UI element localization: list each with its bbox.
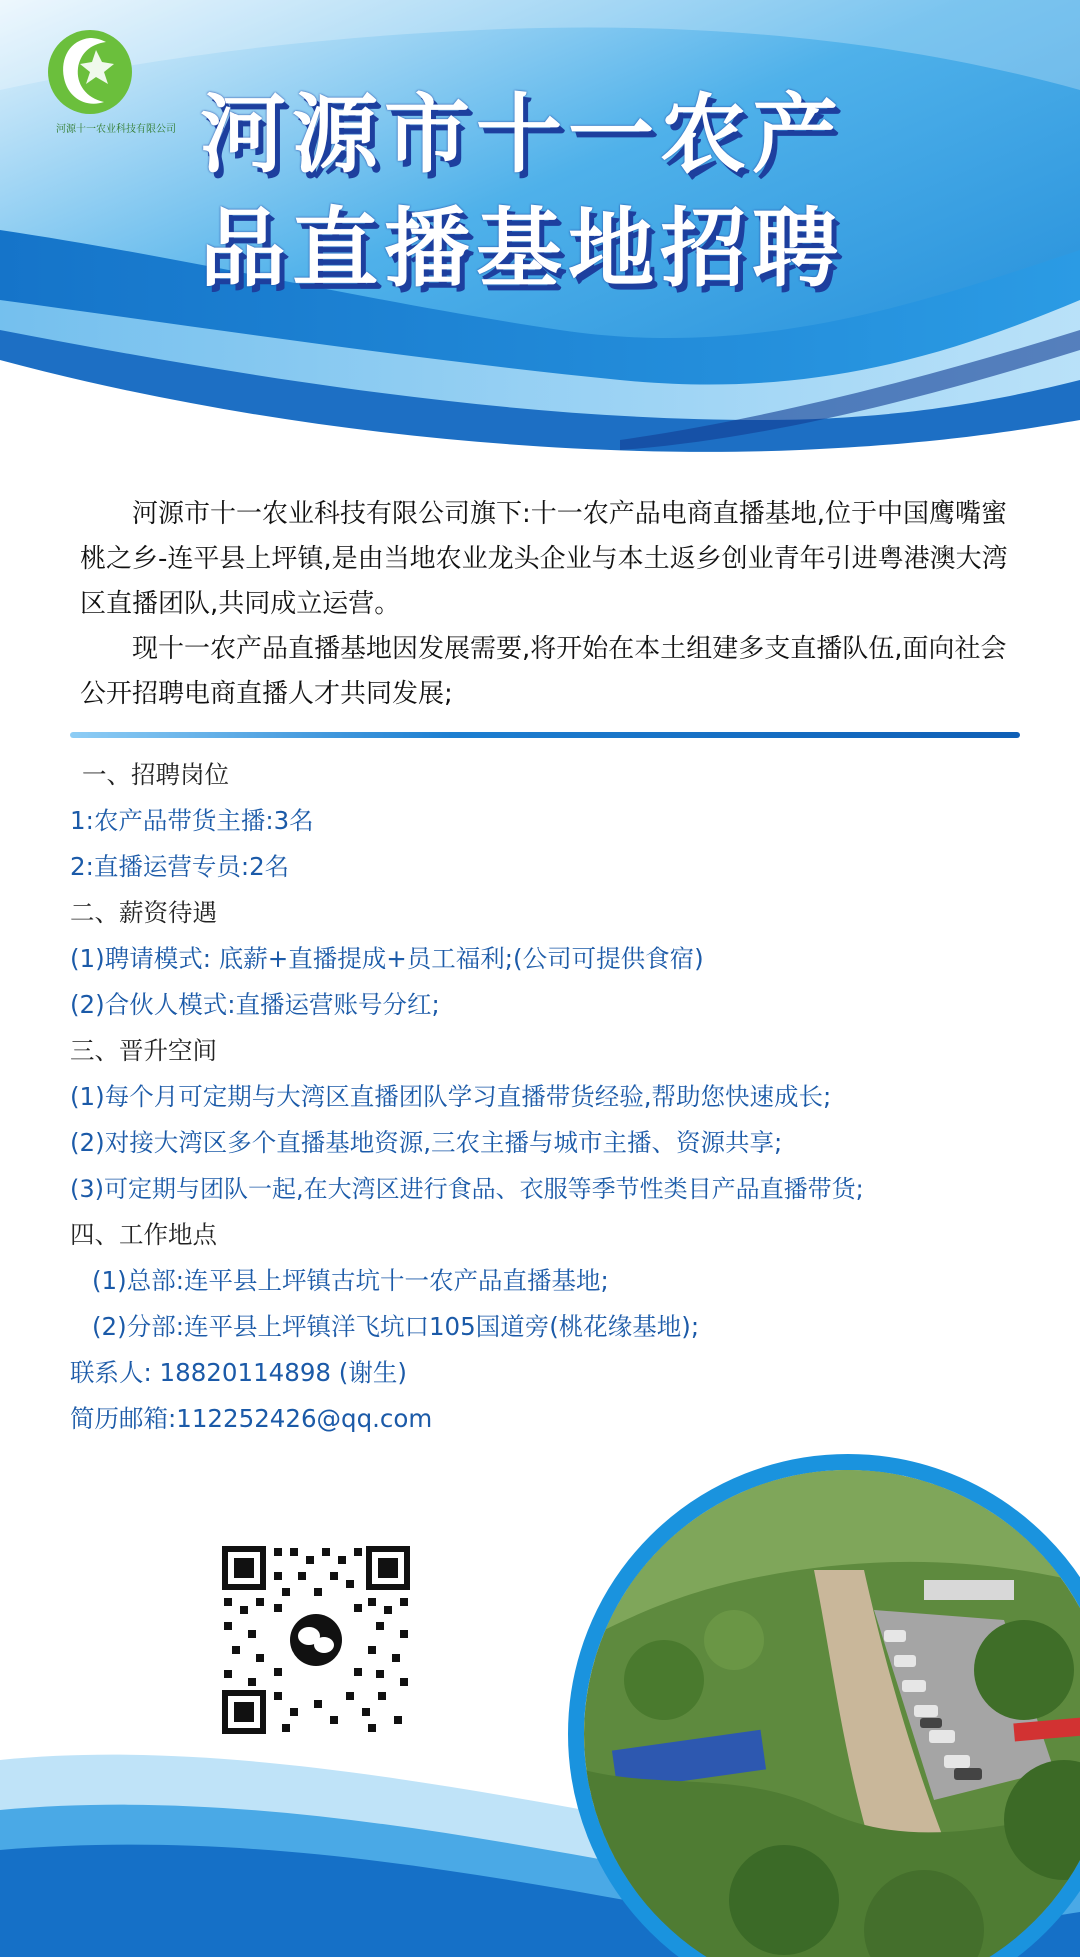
section-heading-promotion: 三、晋升空间 <box>70 1036 217 1065</box>
list-item: (3)可定期与团队一起,在大湾区进行食品、衣服等季节性类目产品直播带货; <box>70 1175 864 1203</box>
base-photo <box>568 1454 1080 1957</box>
list-item: (2)合伙人模式:直播运营账号分红; <box>70 990 440 1019</box>
section-divider <box>70 732 1020 738</box>
company-name: 河源十一农业科技有限公司 <box>56 124 176 135</box>
list-item: 1:农产品带货主播:3名 <box>70 806 314 835</box>
intro-paragraph-1: 河源市十一农业科技有限公司旗下:十一农产品电商直播基地,位于中国鹰嘴蜜桃之乡-连平县上坪镇,是由当地农业龙头企业与本土返乡创业青年引进粤港澳大湾区直播团队,共同成立运营。 <box>80 499 1008 619</box>
intro-text <box>80 492 1010 717</box>
list-item: (1)总部:连平县上坪镇古坑十一农产品直播基地; <box>92 1266 609 1295</box>
contact-person: 联系人: 18820114898 (谢生) <box>70 1358 407 1387</box>
section-heading-positions: 一、招聘岗位 <box>82 760 229 789</box>
list-item: 2:直播运营专员:2名 <box>70 852 290 881</box>
wechat-qr-code-icon[interactable] <box>218 1542 414 1738</box>
aerial-base-photo-icon <box>584 1470 1080 1957</box>
list-item: (1)每个月可定期与大湾区直播团队学习直播带货经验,帮助您快速成长; <box>70 1082 832 1111</box>
list-item: (2)分部:连平县上坪镇洋飞坑口105国道旁(桃花缘基地); <box>92 1312 700 1341</box>
title-line-1: 河源市十一农产 <box>200 85 844 185</box>
page-title <box>200 78 900 306</box>
header-banner <box>0 0 1080 460</box>
company-logo <box>46 28 186 148</box>
section-heading-salary: 二、薪资待遇 <box>70 898 217 927</box>
leaf-circle-logo-icon <box>46 28 134 116</box>
title-line-2: 品直播基地招聘 <box>200 199 844 299</box>
list-item: (1)聘请模式: 底薪+直播提成+员工福利;(公司可提供食宿) <box>70 944 704 973</box>
list-item: (2)对接大湾区多个直播基地资源,三农主播与城市主播、资源共享; <box>70 1128 783 1157</box>
job-details <box>70 752 1060 1442</box>
contact-email[interactable]: 简历邮箱:112252426@qq.com <box>70 1404 433 1433</box>
section-heading-location: 四、工作地点 <box>70 1220 217 1249</box>
intro-paragraph-2: 现十一农产品直播基地因发展需要,将开始在本土组建多支直播队伍,面向社会公开招聘电商直播人才共同发展; <box>80 634 1007 709</box>
